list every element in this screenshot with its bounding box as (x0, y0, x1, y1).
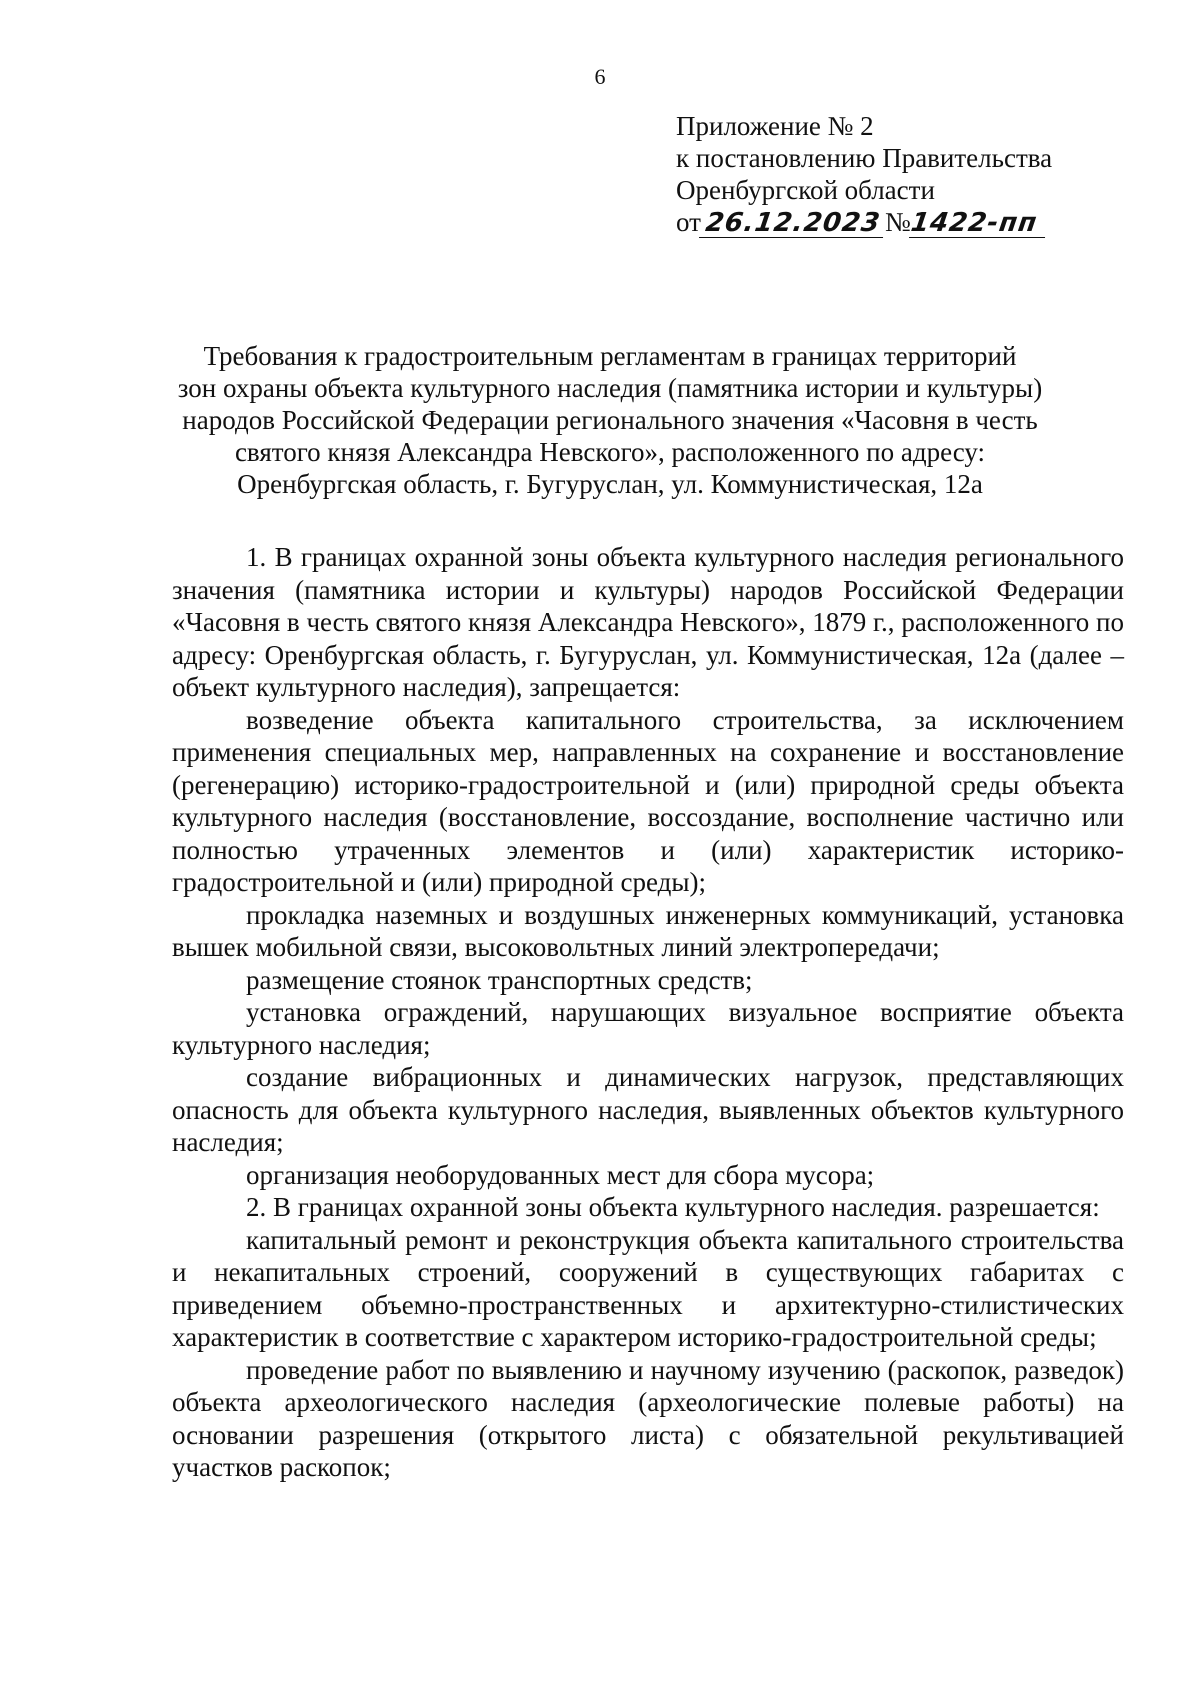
document-title (170, 340, 1050, 500)
title-line-4: святого князя Александра Невского», расположенного по адресу: (234, 437, 986, 467)
paragraph-communications: прокладка наземных и воздушных инженерных коммуникаций, установка вышек мобильной связи, высоковольтных линий электропередачи; (172, 899, 1124, 962)
paragraph-garbage: организация необорудованных мест для сбора мусора; (246, 1159, 875, 1190)
handwritten-number: 1422-пп (909, 209, 1049, 238)
title-line-2: зон охраны объекта культурного наследия (памятника истории и культуры) (177, 373, 1043, 403)
number-sign: № (884, 207, 911, 237)
paragraph-construction: возведение объекта капитального строительства, за исключением применения специальных мер, направленных на сохранение и восстановление (регенерацию) историко-градостроительной и (или) природной среды объекта культурного наследия (восстановление, воссоздание, восполнение частично или полностью утраченных элементов и (или) характеристик историко-градостроительной и (или) природной среды); (172, 704, 1124, 897)
paragraph-archaeology: проведение работ по выявлению и научному изучению (раскопок, разведок) объекта археологического наследия (археологические полевые работы) на основании разрешения (открытого листа) с обязательной рекультивацией участков раскопок; (172, 1354, 1124, 1482)
title-line-1: Требования к градостроительным регламентам в границах территорий (203, 341, 1017, 371)
paragraph-1-prohibited: 1. В границах охранной зоны объекта культурного наследия регионального значения (памятника истории и культуры) народов Российской Федерации «Часовня в честь святого князя Александра Невского», 1879 г., расположенного по адресу: Оренбургская область, г. Бугуруслан, ул. Коммунистическая, 12а (далее – объект культурного наследия), запрещается: (172, 542, 1124, 702)
appendix-date-line (676, 206, 1176, 238)
appendix-region: Оренбургской области (676, 175, 935, 205)
appendix-title: Приложение № 2 (676, 111, 874, 141)
date-prefix: от (676, 207, 701, 237)
title-line-5: Оренбургская область, г. Бугуруслан, ул. Коммунистическая, 12а (237, 469, 983, 499)
paragraph-fences: установка ограждений, нарушающих визуальное восприятие объекта культурного наследия; (172, 997, 1124, 1060)
paragraph-2-allowed: 2. В границах охранной зоны объекта культурного наследия. разрешается: (246, 1192, 1100, 1222)
paragraph-repair: капитальный ремонт и реконструкция объекта капитального строительства и некапитальных строений, сооружений в существующих габаритах с приведением объемно-пространственных и архитектурно-стилистических характеристик в соответствие с характером историко-градостроительной среды; (172, 1224, 1124, 1352)
document-body (172, 541, 1124, 1484)
appendix-block (676, 110, 1176, 238)
page-number: 6 (594, 64, 606, 89)
handwritten-date: 26.12.2023 (699, 209, 887, 238)
paragraph-parking: размещение стоянок транспортных средств; (246, 964, 753, 995)
paragraph-vibration: создание вибрационных и динамических нагрузок, представляющих опасность для объекта культурного наследия, выявленных объектов культурного наследия; (172, 1062, 1124, 1157)
appendix-resolution: к постановлению Правительства (676, 143, 1053, 173)
title-line-3: народов Российской Федерации регионального значения «Часовня в честь (182, 405, 1038, 435)
